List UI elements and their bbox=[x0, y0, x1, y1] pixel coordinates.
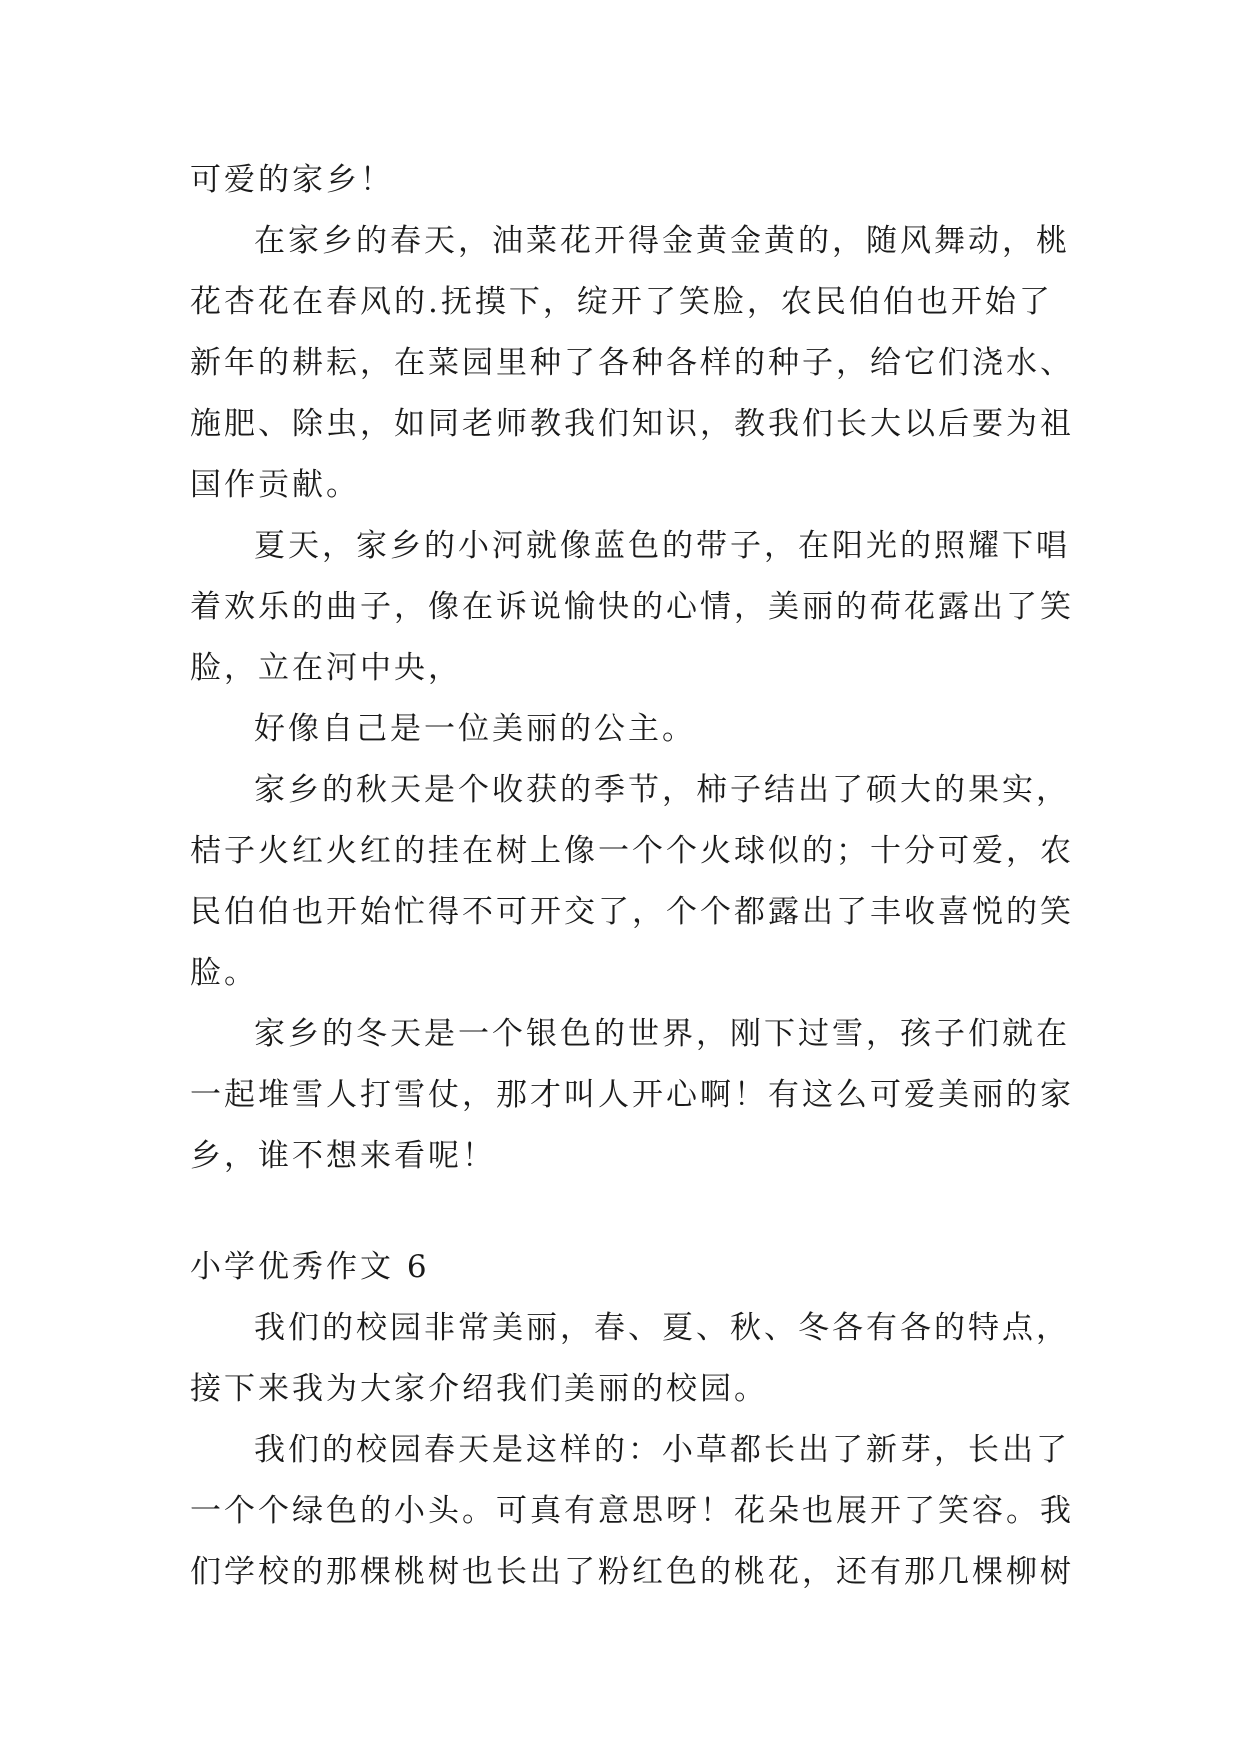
text-line: 好像自己是一位美丽的公主。 bbox=[254, 711, 696, 747]
text-line: 乡，谁不想来看呢！ bbox=[190, 1138, 496, 1174]
section-gap bbox=[190, 1187, 1060, 1237]
text-line: 在家乡的春天，油菜花开得金黄金黄的，随风舞动，桃 bbox=[254, 223, 1070, 259]
text-line: 我们的校园非常美丽，春、夏、秋、冬各有各的特点， bbox=[254, 1310, 1070, 1346]
text-line: 小学优秀作文 6 bbox=[190, 1249, 430, 1285]
text-line: 一个个绿色的小头。可真有意思呀！花朵也展开了笑容。我 bbox=[190, 1493, 1074, 1529]
text-line: 夏天，家乡的小河就像蓝色的带子，在阳光的照耀下唱 bbox=[254, 528, 1070, 564]
text-line: 我们的校园春天是这样的：小草都长出了新芽，长出了 bbox=[254, 1432, 1070, 1468]
text-line: 国作贡献。 bbox=[190, 467, 360, 503]
document-body bbox=[190, 150, 1074, 1603]
text-line: 接下来我为大家介绍我们美丽的校园。 bbox=[190, 1371, 768, 1407]
text-line: 脸。 bbox=[190, 955, 258, 991]
text-line: 们学校的那棵桃树也长出了粉红色的桃花，还有那几棵柳树 bbox=[190, 1554, 1074, 1590]
text-line: 花杏花在春风的.抚摸下，绽开了笑脸，农民伯伯也开始了 bbox=[190, 284, 1053, 320]
text-line: 可爱的家乡！ bbox=[190, 162, 394, 198]
text-line: 家乡的秋天是个收获的季节，柿子结出了硕大的果实， bbox=[254, 772, 1070, 808]
essay-6 bbox=[190, 1237, 1074, 1603]
text-line: 着欢乐的曲子，像在诉说愉快的心情，美丽的荷花露出了笑 bbox=[190, 589, 1074, 625]
text-line: 民伯伯也开始忙得不可开交了，个个都露出了丰收喜悦的笑 bbox=[190, 894, 1074, 930]
text-line: 脸，立在河中央， bbox=[190, 650, 462, 686]
essay-continuation bbox=[190, 150, 1074, 1187]
text-line: 施肥、除虫，如同老师教我们知识，教我们长大以后要为祖 bbox=[190, 406, 1074, 442]
text-line: 一起堆雪人打雪仗，那才叫人开心啊！有这么可爱美丽的家 bbox=[190, 1077, 1074, 1113]
text-line: 桔子火红火红的挂在树上像一个个火球似的；十分可爱，农 bbox=[190, 833, 1074, 869]
text-line: 新年的耕耘，在菜园里种了各种各样的种子，给它们浇水、 bbox=[190, 345, 1074, 381]
text-line: 家乡的冬天是一个银色的世界，刚下过雪，孩子们就在 bbox=[254, 1016, 1070, 1052]
